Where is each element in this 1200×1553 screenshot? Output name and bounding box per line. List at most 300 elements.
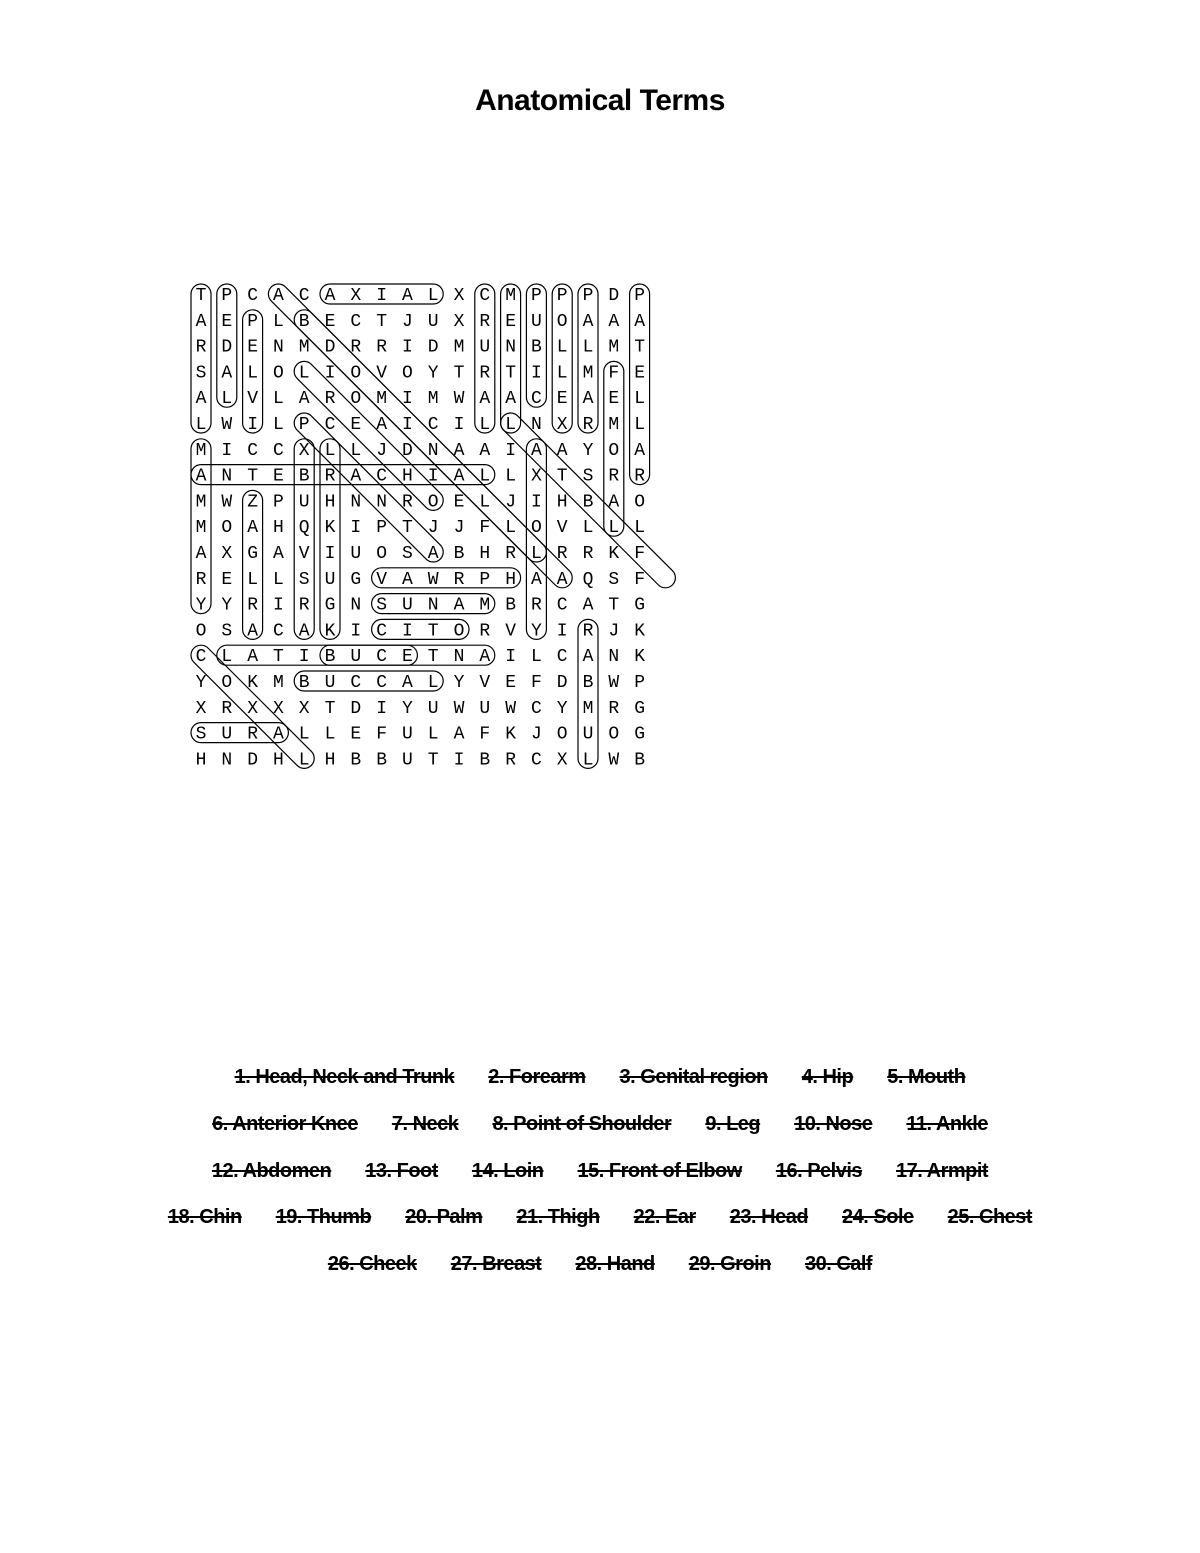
grid-letter[interactable]: F [376,724,388,745]
grid-letter[interactable]: U [298,492,310,513]
grid-letter[interactable]: C [556,595,568,616]
grid-letter[interactable]: C [350,311,362,332]
grid-letter[interactable]: X [530,466,542,487]
grid-letter[interactable]: E [324,311,336,332]
grid-letter[interactable]: T [505,363,517,384]
grid-letter[interactable]: C [376,673,388,693]
grid-letter[interactable]: K [505,724,517,745]
grid-letter[interactable]: L [634,415,646,435]
grid-letter[interactable]: N [272,337,284,358]
grid-letter[interactable]: E [608,389,620,410]
grid-letter[interactable]: H [505,569,517,590]
grid-letter[interactable]: I [530,363,542,384]
grid-letter[interactable]: T [376,311,388,332]
grid-letter[interactable]: N [221,750,233,771]
grid-letter[interactable]: C [247,286,259,306]
grid-letter[interactable]: Y [556,698,568,719]
grid-letter[interactable]: G [350,569,362,590]
grid-letter[interactable]: L [427,724,439,745]
grid-letter[interactable]: I [350,518,362,539]
grid-letter[interactable]: S [298,569,310,590]
grid-letter[interactable]: D [324,337,336,358]
grid-letter[interactable]: R [247,724,259,745]
grid-letter[interactable]: E [505,673,517,693]
grid-letter[interactable]: L [530,544,542,564]
grid-letter[interactable]: O [272,363,284,384]
grid-letter[interactable]: T [608,595,620,616]
grid-letter[interactable]: M [195,518,207,539]
grid-letter[interactable]: U [427,698,439,719]
grid-letter[interactable]: W [453,698,465,719]
grid-letter[interactable]: P [530,286,542,306]
grid-letter[interactable]: C [324,415,336,435]
grid-letter[interactable]: V [505,621,517,642]
grid-letter[interactable]: P [479,569,491,590]
grid-letter[interactable]: R [376,337,388,358]
grid-letter[interactable]: E [453,492,465,513]
grid-letter[interactable]: A [634,311,646,332]
grid-letter[interactable]: A [608,492,620,513]
grid-letter[interactable]: L [479,415,491,435]
grid-letter[interactable]: E [247,337,259,358]
grid-letter[interactable]: U [350,544,362,564]
grid-letter[interactable]: M [272,673,284,693]
grid-letter[interactable]: V [247,389,259,410]
grid-letter[interactable]: A [479,647,491,668]
grid-letter[interactable]: C [376,621,388,642]
grid-letter[interactable]: O [221,518,233,539]
grid-letter[interactable]: G [324,595,336,616]
grid-letter[interactable]: L [582,337,594,358]
grid-letter[interactable]: E [401,647,413,668]
grid-letter[interactable]: E [221,311,233,332]
grid-letter[interactable]: R [556,544,568,564]
grid-letter[interactable]: X [247,698,259,719]
grid-letter[interactable]: G [634,698,646,719]
grid-letter[interactable]: K [634,621,646,642]
grid-letter[interactable]: X [195,698,207,719]
grid-letter[interactable]: A [247,621,259,642]
grid-letter[interactable]: Y [195,595,207,616]
grid-letter[interactable]: F [634,569,646,590]
grid-letter[interactable]: R [582,621,594,642]
grid-letter[interactable]: S [582,466,594,487]
grid-letter[interactable]: O [453,621,465,642]
grid-letter[interactable]: F [608,363,620,384]
grid-letter[interactable]: A [530,569,542,590]
grid-letter[interactable]: A [401,673,413,693]
grid-letter[interactable]: V [376,569,388,590]
grid-letter[interactable]: A [427,544,439,564]
grid-letter[interactable]: A [350,466,362,487]
grid-letter[interactable]: J [427,518,439,539]
grid-letter[interactable]: X [556,750,568,771]
grid-letter[interactable]: U [479,337,491,358]
grid-letter[interactable]: D [427,337,439,358]
grid-letter[interactable]: S [221,621,233,642]
grid-letter[interactable]: I [530,492,542,513]
grid-letter[interactable]: P [272,492,284,513]
grid-letter[interactable]: X [298,698,310,719]
grid-letter[interactable]: A [272,724,284,745]
grid-letter[interactable]: I [324,363,336,384]
grid-letter[interactable]: H [401,466,413,487]
grid-letter[interactable]: O [195,621,207,642]
grid-letter[interactable]: S [401,544,413,564]
grid-letter[interactable]: L [530,647,542,668]
grid-letter[interactable]: W [608,673,620,693]
grid-letter[interactable]: A [453,595,465,616]
grid-letter[interactable]: J [608,621,620,642]
grid-letter[interactable]: J [530,724,542,745]
grid-letter[interactable]: K [608,544,620,564]
grid-letter[interactable]: P [247,311,259,332]
grid-letter[interactable]: I [401,621,413,642]
grid-letter[interactable]: R [505,750,517,771]
grid-letter[interactable]: T [427,750,439,771]
grid-letter[interactable]: S [608,569,620,590]
grid-letter[interactable]: O [350,363,362,384]
grid-letter[interactable]: A [247,647,259,668]
grid-letter[interactable]: L [556,337,568,358]
grid-letter[interactable]: D [556,673,568,693]
grid-letter[interactable]: U [324,569,336,590]
grid-letter[interactable]: R [221,698,233,719]
grid-letter[interactable]: M [376,389,388,410]
grid-letter[interactable]: L [479,492,491,513]
grid-letter[interactable]: L [556,363,568,384]
grid-letter[interactable]: M [608,415,620,435]
grid-letter[interactable]: F [479,724,491,745]
grid-letter[interactable]: A [195,466,207,487]
grid-letter[interactable]: X [272,698,284,719]
grid-letter[interactable]: R [479,311,491,332]
grid-letter[interactable]: B [582,492,594,513]
grid-letter[interactable]: A [376,415,388,435]
grid-letter[interactable]: A [453,466,465,487]
grid-letter[interactable]: T [272,647,284,668]
grid-letter[interactable]: O [221,673,233,693]
grid-letter[interactable]: P [376,518,388,539]
grid-letter[interactable]: R [505,544,517,564]
grid-letter[interactable]: R [401,492,413,513]
grid-letter[interactable]: A [272,286,284,306]
grid-letter[interactable]: Y [453,673,465,693]
grid-letter[interactable]: A [195,389,207,410]
grid-letter[interactable]: L [505,518,517,539]
grid-letter[interactable]: J [401,311,413,332]
grid-letter[interactable]: A [453,724,465,745]
grid-letter[interactable]: X [350,286,362,306]
grid-letter[interactable]: A [479,440,491,461]
grid-letter[interactable]: M [582,698,594,719]
grid-letter[interactable]: H [556,492,568,513]
grid-letter[interactable]: T [453,363,465,384]
grid-letter[interactable]: O [556,311,568,332]
grid-letter[interactable]: J [453,518,465,539]
grid-letter[interactable]: N [221,466,233,487]
grid-letter[interactable]: V [298,544,310,564]
grid-letter[interactable]: R [608,466,620,487]
grid-letter[interactable]: L [582,750,594,771]
grid-letter[interactable]: F [634,544,646,564]
grid-letter[interactable]: M [298,337,310,358]
grid-letter[interactable]: R [634,466,646,487]
grid-letter[interactable]: I [401,337,413,358]
grid-letter[interactable]: A [324,286,336,306]
grid-letter[interactable]: E [350,415,362,435]
grid-letter[interactable]: A [298,621,310,642]
grid-letter[interactable]: B [324,647,336,668]
grid-letter[interactable]: R [479,621,491,642]
grid-letter[interactable]: J [505,492,517,513]
grid-letter[interactable]: Y [195,673,207,693]
grid-letter[interactable]: E [221,569,233,590]
grid-letter[interactable]: N [350,595,362,616]
grid-letter[interactable]: A [556,440,568,461]
grid-letter[interactable]: L [298,750,310,771]
grid-letter[interactable]: L [221,389,233,410]
grid-letter[interactable]: U [479,698,491,719]
grid-letter[interactable]: L [324,440,336,461]
grid-letter[interactable]: A [556,569,568,590]
grid-letter[interactable]: M [195,440,207,461]
grid-letter[interactable]: R [608,698,620,719]
grid-letter[interactable]: O [530,518,542,539]
grid-letter[interactable]: X [298,440,310,461]
grid-letter[interactable]: U [401,724,413,745]
grid-letter[interactable]: W [221,415,233,435]
grid-letter[interactable]: A [195,544,207,564]
grid-letter[interactable]: F [530,673,542,693]
grid-letter[interactable]: L [479,466,491,487]
grid-letter[interactable]: V [479,673,491,693]
grid-letter[interactable]: D [608,286,620,306]
grid-letter[interactable]: A [453,440,465,461]
grid-letter[interactable]: N [608,647,620,668]
grid-letter[interactable]: U [530,311,542,332]
grid-letter[interactable]: X [221,544,233,564]
grid-letter[interactable]: R [324,466,336,487]
grid-letter[interactable]: I [350,621,362,642]
grid-letter[interactable]: M [582,363,594,384]
grid-letter[interactable]: P [582,286,594,306]
grid-letter[interactable]: D [247,750,259,771]
grid-letter[interactable]: C [195,647,207,668]
grid-letter[interactable]: M [505,286,517,306]
grid-letter[interactable]: R [324,389,336,410]
grid-letter[interactable]: N [376,492,388,513]
grid-letter[interactable]: B [453,544,465,564]
grid-letter[interactable]: P [634,286,646,306]
grid-letter[interactable]: L [247,363,259,384]
grid-letter[interactable]: A [608,311,620,332]
grid-letter[interactable]: A [401,569,413,590]
grid-letter[interactable]: T [247,466,259,487]
grid-letter[interactable]: L [582,518,594,539]
grid-letter[interactable]: C [427,415,439,435]
grid-letter[interactable]: L [350,440,362,461]
grid-letter[interactable]: C [530,698,542,719]
grid-letter[interactable]: S [195,724,207,745]
grid-letter[interactable]: L [298,363,310,384]
grid-letter[interactable]: L [221,647,233,668]
grid-letter[interactable]: A [479,389,491,410]
grid-letter[interactable]: L [505,415,517,435]
grid-letter[interactable]: N [530,415,542,435]
grid-letter[interactable]: K [634,647,646,668]
grid-letter[interactable]: A [530,440,542,461]
grid-letter[interactable]: S [376,595,388,616]
grid-letter[interactable]: E [272,466,284,487]
grid-letter[interactable]: G [634,724,646,745]
grid-letter[interactable]: Q [298,518,310,539]
grid-letter[interactable]: N [427,595,439,616]
grid-letter[interactable]: R [530,595,542,616]
grid-letter[interactable]: T [195,286,207,306]
grid-letter[interactable]: U [401,750,413,771]
grid-letter[interactable]: H [324,750,336,771]
grid-letter[interactable]: Y [530,621,542,642]
grid-letter[interactable]: L [272,569,284,590]
grid-letter[interactable]: M [453,337,465,358]
grid-letter[interactable]: X [556,415,568,435]
grid-letter[interactable]: H [195,750,207,771]
grid-letter[interactable]: A [505,389,517,410]
grid-letter[interactable]: L [634,518,646,539]
grid-letter[interactable]: P [221,286,233,306]
grid-letter[interactable]: I [376,698,388,719]
grid-letter[interactable]: A [247,518,259,539]
grid-letter[interactable]: C [530,389,542,410]
grid-letter[interactable]: O [608,724,620,745]
grid-letter[interactable]: I [401,415,413,435]
grid-letter[interactable]: Y [427,363,439,384]
grid-letter[interactable]: D [401,440,413,461]
grid-letter[interactable]: N [453,647,465,668]
grid-letter[interactable]: C [272,440,284,461]
grid-letter[interactable]: L [427,673,439,693]
grid-letter[interactable]: V [376,363,388,384]
grid-letter[interactable]: I [453,415,465,435]
grid-letter[interactable]: H [272,518,284,539]
grid-letter[interactable]: I [453,750,465,771]
grid-letter[interactable]: G [634,595,646,616]
grid-letter[interactable]: C [479,286,491,306]
grid-letter[interactable]: T [401,518,413,539]
grid-letter[interactable]: L [195,415,207,435]
grid-letter[interactable]: C [376,466,388,487]
grid-letter[interactable]: R [195,569,207,590]
grid-letter[interactable]: J [376,440,388,461]
grid-letter[interactable]: C [272,621,284,642]
grid-letter[interactable]: L [505,466,517,487]
grid-letter[interactable]: L [324,724,336,745]
grid-letter[interactable]: W [221,492,233,513]
grid-letter[interactable]: A [582,647,594,668]
grid-letter[interactable]: X [453,286,465,306]
grid-letter[interactable]: R [195,337,207,358]
grid-letter[interactable]: A [272,544,284,564]
grid-letter[interactable]: I [401,389,413,410]
grid-letter[interactable]: B [376,750,388,771]
grid-letter[interactable]: L [272,311,284,332]
grid-letter[interactable]: R [453,569,465,590]
grid-letter[interactable]: F [479,518,491,539]
grid-letter[interactable]: H [324,492,336,513]
grid-letter[interactable]: C [376,647,388,668]
grid-letter[interactable]: I [505,647,517,668]
grid-letter[interactable]: U [401,595,413,616]
grid-letter[interactable]: S [195,363,207,384]
grid-letter[interactable]: L [247,569,259,590]
grid-letter[interactable]: B [530,337,542,358]
grid-letter[interactable]: Y [221,595,233,616]
grid-letter[interactable]: K [324,621,336,642]
grid-letter[interactable]: P [556,286,568,306]
grid-letter[interactable]: O [634,492,646,513]
grid-letter[interactable]: U [350,647,362,668]
grid-letter[interactable]: E [505,311,517,332]
grid-letter[interactable]: T [556,466,568,487]
grid-letter[interactable]: W [505,698,517,719]
grid-letter[interactable]: C [298,286,310,306]
grid-letter[interactable]: D [350,698,362,719]
grid-letter[interactable]: O [427,492,439,513]
grid-letter[interactable]: A [582,595,594,616]
grid-letter[interactable]: I [556,621,568,642]
grid-letter[interactable]: Y [401,698,413,719]
grid-letter[interactable]: T [324,698,336,719]
grid-letter[interactable]: O [401,363,413,384]
grid-letter[interactable]: B [505,595,517,616]
grid-letter[interactable]: O [608,440,620,461]
grid-letter[interactable]: I [376,286,388,306]
grid-letter[interactable]: P [634,673,646,693]
grid-letter[interactable]: L [427,286,439,306]
grid-letter[interactable]: N [427,440,439,461]
grid-letter[interactable]: W [453,389,465,410]
grid-letter[interactable]: R [479,363,491,384]
grid-letter[interactable]: D [221,337,233,358]
grid-letter[interactable]: V [556,518,568,539]
grid-letter[interactable]: I [221,440,233,461]
grid-letter[interactable]: O [376,544,388,564]
grid-letter[interactable]: A [582,389,594,410]
grid-letter[interactable]: C [350,673,362,693]
grid-letter[interactable]: L [272,415,284,435]
grid-letter[interactable]: E [350,724,362,745]
grid-letter[interactable]: M [479,595,491,616]
grid-letter[interactable]: I [505,440,517,461]
grid-letter[interactable]: U [221,724,233,745]
grid-letter[interactable]: B [350,750,362,771]
grid-letter[interactable]: K [247,673,259,693]
grid-letter[interactable]: Y [582,440,594,461]
grid-letter[interactable]: E [556,389,568,410]
grid-letter[interactable]: I [247,415,259,435]
grid-letter[interactable]: C [530,750,542,771]
grid-letter[interactable]: I [272,595,284,616]
grid-letter[interactable]: B [298,673,310,693]
grid-letter[interactable]: A [634,440,646,461]
grid-letter[interactable]: B [298,311,310,332]
grid-letter[interactable]: M [195,492,207,513]
grid-letter[interactable]: A [298,389,310,410]
grid-letter[interactable]: U [582,724,594,745]
grid-letter[interactable]: A [221,363,233,384]
grid-letter[interactable]: N [505,337,517,358]
